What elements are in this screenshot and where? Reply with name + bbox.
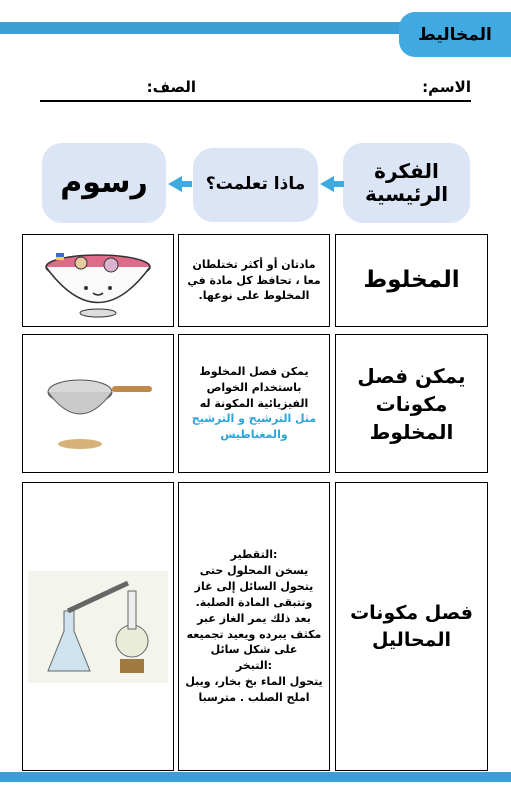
row-body-text: مادتان أو أكثر تختلطان معا ، تحافظ كل مادة في المخلوط على نوعها. [187, 257, 321, 303]
name-label: الاسم: [422, 78, 471, 96]
row-text-solutions [178, 482, 330, 771]
row-title-solutions [335, 482, 488, 771]
row-title-text: فصل مكونات المحاليل [350, 601, 473, 651]
class-label: الصف: [146, 78, 196, 96]
row-text-mixture [178, 234, 330, 327]
bottom-accent-bar [0, 772, 511, 782]
row-body-line: :التقطير [230, 547, 278, 561]
page-title: المخاليط [418, 24, 492, 45]
row-body-text: يمكن فصل المخلوط باستخدام الخواص الفيزيائية المكونة له [199, 364, 309, 410]
main-idea-label: الفكرة الرئيسية [364, 159, 449, 206]
row-text-separation [178, 334, 330, 473]
sieve-icon [28, 344, 168, 464]
row-title-mixture [335, 234, 488, 327]
distillation-apparatus-icon [28, 571, 168, 683]
row-body-line: بعد ذلك يمر الغاز عبر مكثف يبرده ويعيد تجميعه على شكل سائل [186, 611, 322, 657]
main-idea-box [343, 143, 470, 223]
row-highlight-text: مثل الترشيح و الترشيح والمغناطيس [191, 412, 317, 442]
row-body-line: :التبخر [235, 659, 273, 673]
row-title-text: يمكن فصل مكونات المخلوط [357, 363, 466, 444]
drawings-box [42, 143, 166, 223]
page-title-tab [399, 12, 511, 57]
row-body-line: يتحول الماء بخ بخار، ويبل املح الصلب . مترسبا [185, 675, 323, 705]
name-underline [40, 100, 471, 102]
what-learned-box [193, 148, 318, 222]
row-image-solutions [22, 482, 174, 771]
drawings-label: رسوم [60, 164, 148, 200]
student-info-row [40, 78, 471, 102]
mixed-bowl-icon [41, 243, 156, 318]
arrow-left-icon [320, 176, 334, 192]
what-learned-label: ماذا تعلمت؟ [205, 174, 306, 195]
row-title-text: المخلوط [363, 267, 460, 294]
row-title-separation [335, 334, 488, 473]
row-image-separation [22, 334, 174, 473]
arrow-left-icon [168, 176, 182, 192]
row-image-mixture [22, 234, 174, 327]
row-body-line: يسخن المحلول حتى يتحول السائل إلى غاز وتتبقى المادة الصلبة. [194, 563, 314, 609]
